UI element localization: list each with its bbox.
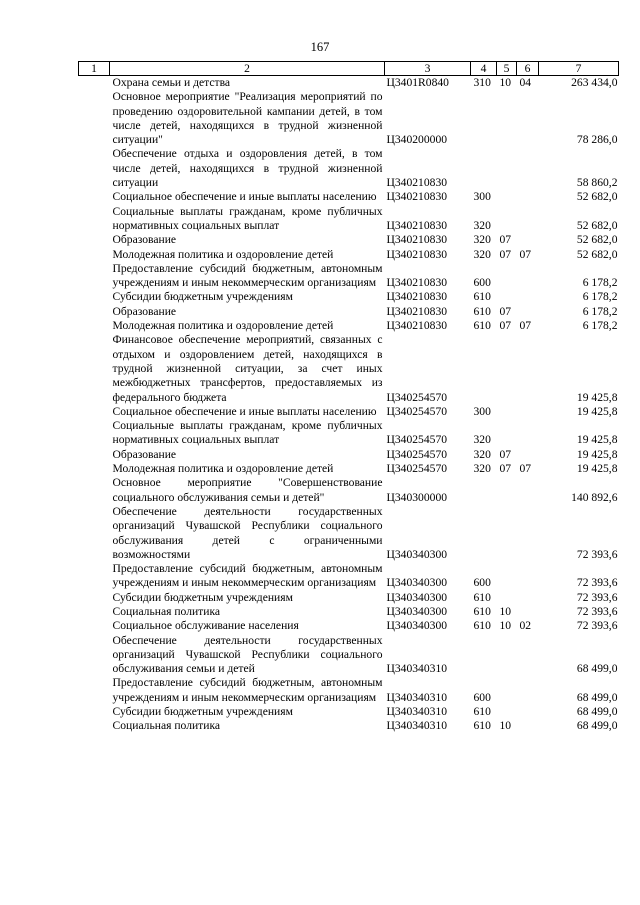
row-target-code: Ц340340310 [386, 705, 448, 719]
row-amount: 78 286,0 [576, 133, 618, 147]
row-section [497, 476, 517, 505]
row-amount: 6 178,2 [582, 290, 618, 304]
row-col1 [79, 76, 110, 91]
row-item-name: Основное мероприятие "Реализация мероприятий по проведению оздоровительной кампании детей, в том числе детей, находящихся в трудной жизненной ситуации" [112, 90, 383, 147]
row-subsection: 07 [519, 319, 532, 333]
row-col1 [79, 248, 110, 262]
row-target-code: Ц340254570 [386, 390, 448, 404]
row-expense-type: 600 [473, 276, 491, 290]
row-col1 [79, 333, 110, 404]
table-row [79, 190, 619, 204]
row-target-code: Ц340340300 [386, 547, 448, 561]
row-item-name: Предоставление субсидий бюджетным, автономным учреждениям и иным некоммерческим организациям [112, 261, 383, 290]
row-amount: 19 425,8 [576, 462, 618, 476]
row-target-code: Ц340300000 [386, 490, 448, 504]
row-item-name: Социальная политика [112, 604, 221, 618]
row-subsection [517, 505, 539, 562]
table-row [79, 305, 619, 319]
row-amount: 19 425,8 [576, 390, 618, 404]
row-col1 [79, 262, 110, 291]
row-section [497, 405, 517, 419]
row-target-code: Ц340340300 [386, 576, 448, 590]
row-target-code: Ц340340300 [386, 619, 448, 633]
table-row [79, 719, 619, 733]
row-target-code: Ц340210830 [386, 233, 448, 247]
row-subsection [517, 305, 539, 319]
row-expense-type [471, 634, 497, 677]
row-section: 07 [499, 462, 512, 476]
table-row [79, 462, 619, 476]
row-target-code: Ц340210830 [386, 247, 448, 261]
row-subsection [517, 591, 539, 605]
row-item-name: Основное мероприятие "Совершенствование социального обслуживания семьи и детей" [112, 476, 383, 504]
row-col1 [79, 290, 110, 304]
row-section [497, 562, 517, 591]
row-target-code: Ц340254570 [386, 447, 448, 461]
table-row [79, 505, 619, 562]
row-target-code: Ц340254570 [386, 404, 448, 418]
row-target-code: Ц340340300 [386, 604, 448, 618]
row-subsection [517, 405, 539, 419]
row-col1 [79, 462, 110, 476]
row-item-name: Обеспечение деятельности государственных организаций Чувашской Республики социального обслуживания семьи и детей [112, 633, 383, 676]
table-row [79, 405, 619, 419]
table-row [79, 448, 619, 462]
row-target-code: Ц340254570 [386, 433, 448, 447]
row-section: 10 [499, 76, 512, 89]
row-section [497, 591, 517, 605]
row-item-name: Социальное обслуживание населения [112, 619, 299, 633]
budget-table [78, 61, 619, 734]
row-amount: 52 682,0 [576, 190, 618, 204]
row-expense-type: 320 [473, 433, 491, 447]
header-cell-7: 7 [539, 62, 619, 76]
row-amount: 72 393,6 [576, 547, 618, 561]
table-row [79, 476, 619, 505]
row-expense-type: 320 [473, 233, 491, 247]
table-row [79, 705, 619, 719]
row-expense-type: 610 [473, 604, 491, 618]
row-item-name: Субсидии бюджетным учреждениям [112, 290, 293, 304]
row-target-code: Ц340340310 [386, 662, 448, 676]
row-item-name: Образование [112, 447, 177, 461]
row-target-code: Ц340210830 [386, 276, 448, 290]
row-subsection [517, 147, 539, 190]
row-amount: 52 682,0 [576, 233, 618, 247]
row-col1 [79, 305, 110, 319]
row-col1 [79, 419, 110, 448]
row-section [497, 205, 517, 234]
row-col1 [79, 233, 110, 247]
row-subsection [517, 562, 539, 591]
header-cell-2: 2 [110, 62, 385, 76]
row-item-name: Социальные выплаты гражданам, кроме публичных нормативных социальных выплат [112, 419, 383, 447]
row-subsection [517, 448, 539, 462]
row-subsection: 07 [519, 462, 532, 476]
row-section [497, 634, 517, 677]
table-row [79, 634, 619, 677]
row-expense-type [471, 333, 497, 404]
row-section [497, 147, 517, 190]
row-item-name: Образование [112, 233, 177, 247]
row-col1 [79, 634, 110, 677]
row-section [497, 705, 517, 719]
page-number: 167 [310, 40, 330, 54]
row-expense-type: 600 [473, 576, 491, 590]
table-row [79, 76, 619, 91]
row-section [497, 676, 517, 705]
row-expense-type [471, 476, 497, 505]
row-expense-type: 320 [473, 218, 491, 232]
row-col1 [79, 319, 110, 333]
row-col1 [79, 605, 110, 619]
row-subsection [517, 476, 539, 505]
row-item-name: Социальное обеспечение и иные выплаты населению [112, 190, 377, 204]
row-item-name: Образование [112, 304, 177, 318]
table-body [79, 76, 619, 734]
row-target-code: Ц340210830 [386, 218, 448, 232]
row-item-name: Молодежная политика и оздоровление детей [112, 462, 334, 476]
row-amount: 72 393,6 [576, 590, 618, 604]
row-item-name: Социальная политика [112, 719, 221, 733]
row-subsection [517, 634, 539, 677]
header-cell-5: 5 [497, 62, 517, 76]
table-row [79, 90, 619, 147]
row-col1 [79, 448, 110, 462]
row-subsection [517, 605, 539, 619]
row-amount: 19 425,8 [576, 447, 618, 461]
row-section [497, 505, 517, 562]
row-section [497, 262, 517, 291]
row-col1 [79, 705, 110, 719]
table-row [79, 262, 619, 291]
row-item-name: Социальные выплаты гражданам, кроме публичных нормативных социальных выплат [112, 204, 383, 232]
row-subsection [517, 333, 539, 404]
row-subsection [517, 290, 539, 304]
row-item-name: Социальное обеспечение и иные выплаты населению [112, 404, 377, 418]
row-amount: 68 499,0 [576, 690, 618, 704]
row-subsection [517, 190, 539, 204]
row-amount: 52 682,0 [576, 218, 618, 232]
table-header [79, 62, 619, 76]
row-col1 [79, 505, 110, 562]
table-row [79, 147, 619, 190]
row-section: 10 [499, 619, 512, 633]
row-col1 [79, 676, 110, 705]
row-expense-type: 300 [473, 190, 491, 204]
row-section: 07 [499, 304, 512, 318]
row-target-code: Ц340340300 [386, 590, 448, 604]
row-col1 [79, 147, 110, 190]
row-amount: 6 178,2 [582, 319, 618, 333]
table-row [79, 562, 619, 591]
row-target-code: Ц340210830 [386, 290, 448, 304]
row-amount: 52 682,0 [576, 247, 618, 261]
row-amount: 72 393,6 [576, 604, 618, 618]
row-item-name: Финансовое обеспечение мероприятий, связанных с отдыхом и оздоровлением детей, находящихся в трудной жизненной ситуации, за счет иных межбюджетных трансфертов, предоставляемых из федерального бюджета [112, 333, 383, 404]
row-amount: 6 178,2 [582, 276, 618, 290]
row-subsection [517, 676, 539, 705]
row-item-name: Охрана семьи и детства [112, 76, 231, 89]
row-col1 [79, 90, 110, 147]
row-target-code: Ц340200000 [386, 133, 448, 147]
row-expense-type: 610 [473, 590, 491, 604]
row-col1 [79, 476, 110, 505]
row-item-name: Обеспечение деятельности государственных организаций Чувашской Республики социального обслуживания детей с ограниченными возможностями [112, 504, 383, 561]
row-expense-type: 610 [473, 705, 491, 719]
row-subsection [517, 205, 539, 234]
row-item-name: Молодежная политика и оздоровление детей [112, 319, 334, 333]
row-expense-type: 610 [473, 290, 491, 304]
row-col1 [79, 405, 110, 419]
table-row [79, 619, 619, 633]
row-section [497, 419, 517, 448]
row-expense-type: 320 [473, 462, 491, 476]
row-item-name: Обеспечение отдыха и оздоровления детей, в том числе детей, находящихся в трудной жизненной ситуации [112, 147, 383, 190]
row-subsection [517, 705, 539, 719]
row-item-name: Предоставление субсидий бюджетным, автономным учреждениям и иным некоммерческим организациям [112, 562, 383, 590]
row-section [497, 90, 517, 147]
row-subsection [517, 262, 539, 291]
row-col1 [79, 619, 110, 633]
table-row [79, 333, 619, 404]
row-section: 10 [499, 719, 512, 733]
row-section [497, 333, 517, 404]
row-section: 10 [499, 604, 512, 618]
row-target-code: Ц340210830 [386, 176, 448, 190]
row-subsection [517, 419, 539, 448]
row-item-name: Предоставление субсидий бюджетным, автономным учреждениям и иным некоммерческим организациям [112, 676, 383, 704]
row-expense-type: 310 [473, 76, 491, 89]
row-col1 [79, 562, 110, 591]
row-expense-type: 300 [473, 404, 491, 418]
row-amount: 58 860,2 [576, 176, 618, 190]
row-target-code: Ц340210830 [386, 304, 448, 318]
row-amount: 140 892,6 [571, 490, 618, 504]
row-section: 07 [499, 247, 512, 261]
table-row [79, 419, 619, 448]
row-target-code: Ц340210830 [386, 319, 448, 333]
table-row [79, 591, 619, 605]
row-subsection [517, 90, 539, 147]
row-subsection [517, 233, 539, 247]
row-amount: 72 393,6 [576, 576, 618, 590]
row-target-code: Ц340340310 [386, 719, 448, 733]
row-expense-type: 610 [473, 319, 491, 333]
row-col1 [79, 719, 110, 733]
row-amount: 263 434,0 [571, 76, 618, 89]
row-col1 [79, 205, 110, 234]
header-cell-4: 4 [471, 62, 497, 76]
table-row [79, 605, 619, 619]
table-row [79, 290, 619, 304]
row-amount: 68 499,0 [576, 719, 618, 733]
row-expense-type: 320 [473, 247, 491, 261]
row-subsection: 04 [519, 76, 532, 89]
row-amount: 19 425,8 [576, 404, 618, 418]
header-cell-6: 6 [517, 62, 539, 76]
row-section: 07 [499, 447, 512, 461]
row-item-name: Субсидии бюджетным учреждениям [112, 705, 293, 719]
row-expense-type: 320 [473, 447, 491, 461]
row-expense-type [471, 505, 497, 562]
row-subsection [517, 719, 539, 733]
row-amount: 72 393,6 [576, 619, 618, 633]
row-subsection: 02 [519, 619, 532, 633]
row-expense-type: 610 [473, 619, 491, 633]
table-row [79, 205, 619, 234]
row-item-name: Субсидии бюджетным учреждениям [112, 590, 293, 604]
row-amount: 68 499,0 [576, 705, 618, 719]
table-row [79, 676, 619, 705]
row-expense-type [471, 90, 497, 147]
row-target-code: Ц3401R0840 [386, 76, 449, 89]
row-expense-type: 600 [473, 690, 491, 704]
row-expense-type [471, 147, 497, 190]
row-section [497, 290, 517, 304]
table-row [79, 248, 619, 262]
row-subsection: 07 [519, 247, 532, 261]
row-col1 [79, 591, 110, 605]
row-expense-type: 610 [473, 719, 491, 733]
header-cell-3: 3 [385, 62, 471, 76]
row-section: 07 [499, 233, 512, 247]
row-amount: 19 425,8 [576, 433, 618, 447]
row-section [497, 190, 517, 204]
header-row [79, 62, 619, 76]
header-cell-1: 1 [79, 62, 110, 76]
table-row [79, 319, 619, 333]
row-item-name: Молодежная политика и оздоровление детей [112, 247, 334, 261]
row-expense-type: 610 [473, 304, 491, 318]
row-col1 [79, 190, 110, 204]
row-target-code: Ц340340310 [386, 690, 448, 704]
row-section: 07 [499, 319, 512, 333]
row-target-code: Ц340210830 [386, 190, 448, 204]
table-row [79, 233, 619, 247]
row-target-code: Ц340254570 [386, 462, 448, 476]
row-amount: 68 499,0 [576, 662, 618, 676]
row-amount: 6 178,2 [582, 304, 618, 318]
